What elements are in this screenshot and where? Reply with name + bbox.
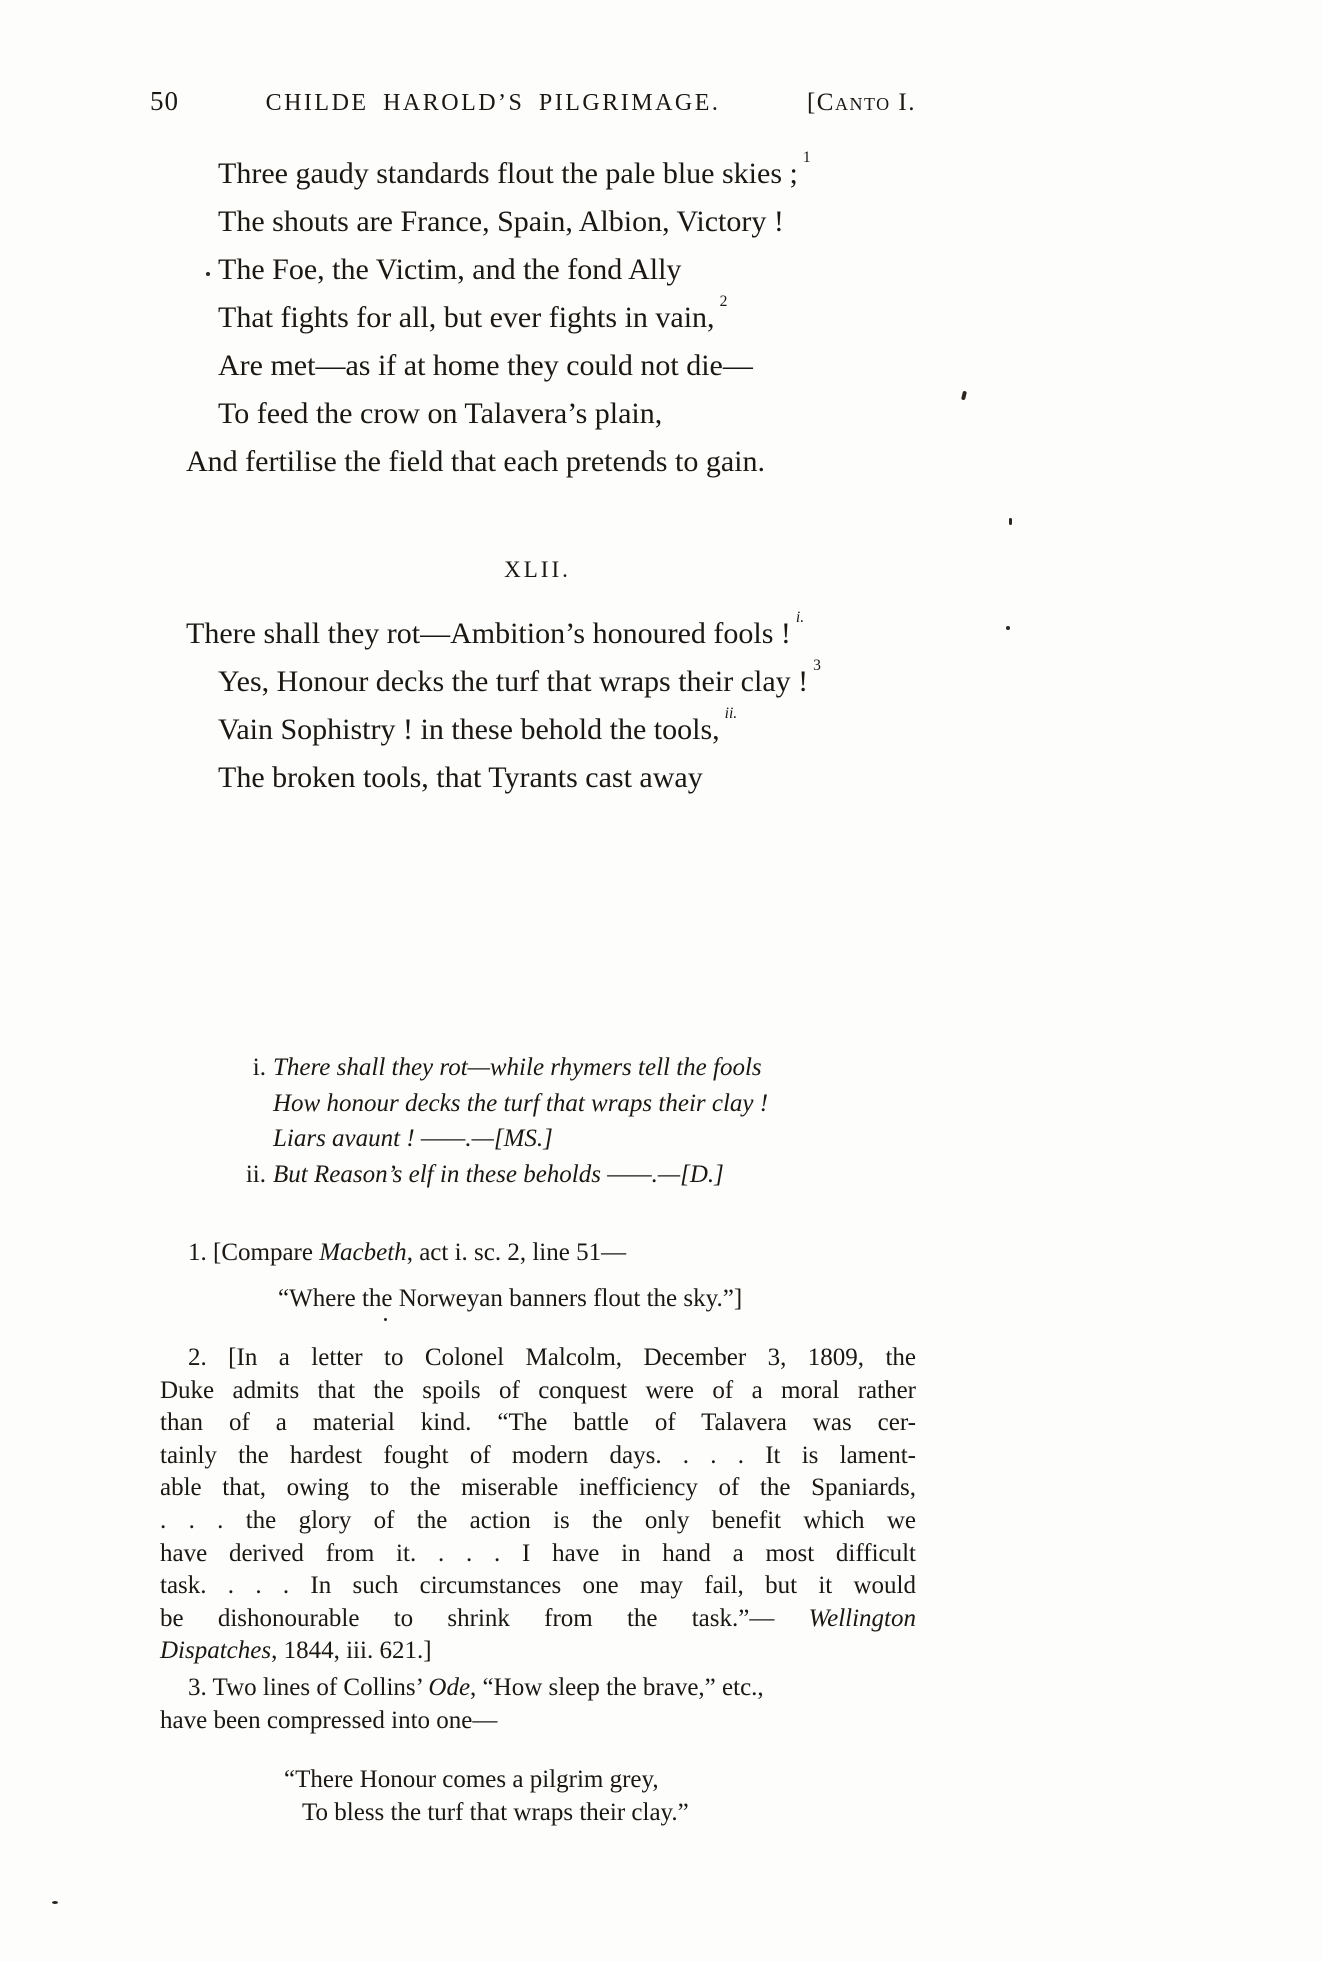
line-text: To feed the crow on Talavera’s plain, <box>218 397 663 430</box>
footnote-text-italic: Macbeth <box>319 1239 407 1266</box>
scan-speck <box>52 1901 58 1904</box>
quote-line: “There Honour comes a pilgrim grey, <box>284 1766 659 1793</box>
variant-label: ii. <box>245 1160 266 1188</box>
footnote-line: tainly the hardest fought of modern days. . . . It is lament- <box>160 1441 916 1469</box>
footnote-3 <box>160 1671 916 1829</box>
scan-speck <box>961 391 967 401</box>
variant-notes <box>230 1050 768 1192</box>
verse-line <box>218 706 821 754</box>
footnote-marker: 1 <box>802 149 811 167</box>
line-text: Yes, Honour decks the turf that wraps their clay ! <box>218 665 809 698</box>
footnote-line: than of a material kind. “The battle of Talavera was cer- <box>160 1409 916 1437</box>
running-title: CHILDE HAROLD’S PILGRIMAGE. <box>265 90 721 116</box>
footnote-line: 2. [In a letter to Colonel Malcolm, December 3, 1809, the <box>188 1344 916 1371</box>
footnote-line <box>160 1671 916 1704</box>
footnote-line: task. . . . In such circumstances one may fail, but it would <box>160 1572 916 1600</box>
variant-line: Liars avaunt ! ——.—[MS.] <box>273 1125 553 1152</box>
variant-marker: ii. <box>724 705 738 723</box>
verse-line <box>186 610 821 658</box>
footnote-text: be dishonourable to shrink from the task.”— <box>160 1604 809 1632</box>
scan-speck <box>206 272 210 276</box>
verse-line <box>218 150 811 198</box>
line-text: There shall they rot—Ambition’s honoured fools ! <box>186 617 791 650</box>
page-header <box>150 86 916 117</box>
footnote-line <box>160 1236 916 1270</box>
footnote-1 <box>160 1236 916 1316</box>
footnote-line: . . . the glory of the action is the only benefit which we <box>160 1506 916 1534</box>
variant-line <box>230 1157 768 1193</box>
stanza-xli <box>186 149 811 486</box>
stanza-heading-xlii: XLII. <box>504 557 571 582</box>
verse-line <box>218 246 811 294</box>
page-number: 50 <box>150 86 179 116</box>
variant-text: There shall they rot—while rhymers tell the fools <box>273 1054 762 1081</box>
verse-line <box>218 198 811 246</box>
quote-line: “Where the Norweyan banners flout the sky.”] <box>278 1285 743 1312</box>
stanza-xlii <box>186 609 821 802</box>
line-text: The shouts are France, Spain, Albion, Victory ! <box>218 205 784 238</box>
verse-line <box>218 390 811 438</box>
footnote-line: have derived from it. . . . I have in hand a most difficult <box>160 1539 916 1567</box>
scan-speck <box>1009 518 1012 525</box>
scan-speck <box>1006 626 1010 630</box>
footnote-text: , “How sleep the brave,” etc., <box>470 1674 764 1701</box>
footnote-text: 1. [Compare <box>188 1239 320 1266</box>
footnote-text: , act i. sc. 2, line 51— <box>406 1239 627 1266</box>
footnote-line <box>160 1603 916 1636</box>
variant-line <box>230 1050 768 1086</box>
footnote-line <box>160 1635 916 1668</box>
verse-line <box>186 438 811 486</box>
scan-speck <box>384 1318 387 1321</box>
quote-line: To bless the turf that wraps their clay.” <box>302 1799 689 1826</box>
footnote-line: able that, owing to the miserable inefficiency of the Spaniards, <box>160 1474 916 1502</box>
footnote-line: Duke admits that the spoils of conquest were of a moral rather <box>160 1376 916 1404</box>
verse-line <box>218 754 821 802</box>
line-text: The broken tools, that Tyrants cast away <box>218 761 703 794</box>
line-text: And fertilise the field that each pretends to gain. <box>186 445 765 478</box>
footnote-marker: 3 <box>813 657 821 675</box>
footnote-marker: 2 <box>719 293 728 311</box>
canto-label: [Canto I. <box>806 89 916 116</box>
footnote-text: , 1844, iii. 621.] <box>271 1637 432 1665</box>
line-text: That fights for all, but ever fights in vain, <box>218 301 715 334</box>
footnote-2 <box>160 1342 916 1668</box>
line-text: Vain Sophistry ! in these behold the tools, <box>218 713 720 746</box>
footnote-text-italic: Dispatches <box>160 1637 272 1665</box>
footnote-text: 3. Two lines of Collins’ <box>188 1674 429 1701</box>
footnote-line: have been compressed into one— <box>160 1707 498 1734</box>
verse-line <box>218 294 811 342</box>
line-text: The Foe, the Victim, and the fond Ally <box>218 253 682 286</box>
verse-line <box>218 658 821 706</box>
line-text: Three gaudy standards flout the pale blue skies ; <box>218 157 798 190</box>
variant-label: i. <box>252 1054 266 1081</box>
line-text: Are met—as if at home they could not die— <box>218 349 753 382</box>
variant-line: How honour decks the turf that wraps their clay ! <box>273 1089 769 1117</box>
verse-line <box>218 342 811 390</box>
variant-text: But Reason’s elf in these beholds ——.—[D.] <box>273 1160 724 1188</box>
variant-marker: i. <box>795 609 805 627</box>
footnote-text-italic: Ode <box>428 1674 471 1701</box>
footnote-text-italic: Wellington <box>808 1604 916 1632</box>
